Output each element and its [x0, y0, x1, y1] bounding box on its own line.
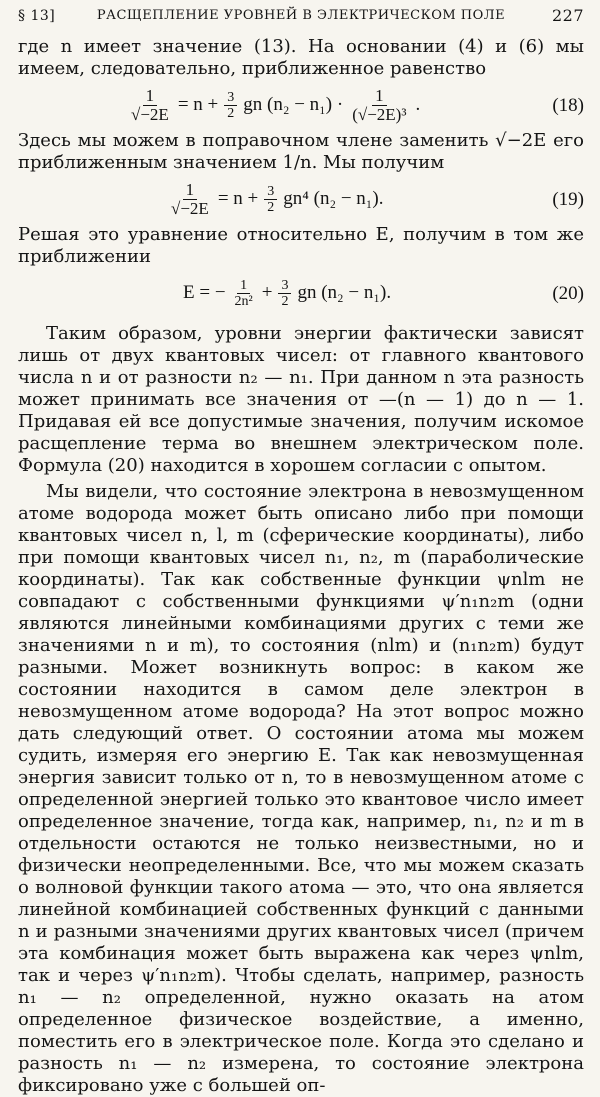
equation-20-label: (20): [552, 283, 584, 304]
eq18-lhs-den: √−2E: [131, 104, 169, 124]
equation-20-formula: [183, 273, 391, 313]
eq18-lhs-num: 1: [143, 87, 158, 106]
equation-19-label: (19): [552, 189, 584, 210]
eq19-coef: [264, 184, 277, 215]
eq18-rhs-num: 1: [372, 87, 387, 106]
eq20-lhs: E = −: [183, 282, 226, 303]
eq19-lhs-den: √−2E: [171, 198, 209, 218]
equation-20: [18, 273, 584, 313]
eq18-rhs-den: (√−2E)³: [352, 104, 407, 124]
paragraph-4: Таким образом, уровни энергии фактически зависят лишь от двух квантовых чисел: от главного квантового числа n и от разности n₂ — n₁. При данном n эта разность может принимать все значения от —(n — 1) до n — 1. Придавая ей все допустимые значения, получим искомое расщепление терма во внешнем электрическом поле. Формула (20) находится в хорошем согласии с опытом.: [18, 323, 584, 476]
eq19-lhs-num: 1: [183, 181, 198, 200]
eq18-coef-num: 3: [224, 90, 237, 106]
paragraph-3: Решая это уравнение относительно E, получим в том же приближении: [18, 224, 584, 267]
paragraph-1: где n имеет значение (13). На основании (4) и (6) мы имеем, следовательно, приближенное равенство: [18, 36, 584, 79]
equation-19: [18, 179, 584, 219]
equation-18-formula: [128, 85, 420, 125]
page-number: 227: [551, 6, 584, 25]
eq19-coef-den: 2: [267, 199, 275, 215]
page-body: [18, 36, 584, 1097]
eq19-lhs-fraction: [168, 181, 212, 218]
eq19-mid: = n +: [217, 188, 259, 209]
eq20-term: gn (n₂ − n₁).: [297, 282, 392, 303]
eq20-fraction: [232, 278, 256, 309]
eq20-coef-den: 2: [281, 293, 289, 309]
eq20-coef-num: 3: [278, 278, 291, 294]
eq18-coef: [224, 90, 237, 121]
running-header: [18, 6, 584, 30]
eq18-rhs-fraction: [349, 87, 409, 124]
chapter-title: РАСЩЕПЛЕНИЕ УРОВНЕЙ В ЭЛЕКТРИЧЕСКОМ ПОЛЕ: [96, 8, 506, 23]
eq20-coef: [278, 278, 291, 309]
section-marker: § 13]: [18, 8, 56, 24]
eq18-coef-den: 2: [227, 105, 235, 121]
eq18-tail: .: [415, 94, 421, 115]
eq20-frac-den: 2n²: [234, 293, 253, 309]
paragraph-2: Здесь мы можем в поправочном члене заменить √−2E его приближенным значением 1/n. Мы получим: [18, 130, 584, 173]
eq18-term: gn (n₂ − n₁) ·: [243, 94, 344, 115]
eq18-mid: = n +: [177, 94, 219, 115]
eq20-plus: +: [261, 282, 273, 303]
eq19-coef-num: 3: [264, 184, 277, 200]
equation-18: [18, 85, 584, 125]
equation-18-label: (18): [552, 95, 584, 116]
eq19-term: gn⁴ (n₂ − n₁).: [283, 188, 384, 209]
paragraph-5: Мы видели, что состояние электрона в невозмущенном атоме водорода может быть описано либо при помощи квантовых чисел n, l, m (сферические координаты), либо при помощи квантовых чисел n₁, n₂, m (параболические координаты). Так как собственные функции ψnlm не совпадают с собственными функциями ψ′n₁n₂m (одни являются линейными комбинациями других с теми же значениями n и m), то состояния (nlm) и (n₁n₂m) будут разными. Может возникнуть вопрос: в каком же состоянии находится в самом деле электрон в невозмущенном атоме водорода? На этот вопрос можно дать следующий ответ. О состоянии атома мы можем судить, измеряя его энергию E. Так как невозмущенная энергия зависит только от n, то в невозмущенном атоме с определенной энергией только это квантовое число имеет определенное значение, тогда как, например, n₁, n₂ и m в отдельности остаются не только неизвестными, но и физически неопределенными. Все, что мы можем сказать о волновой функции такого атома — это, что она является линейной комбинацией собственных функций с данными n и разными значениями других квантовых чисел (причем эта комбинация может быть выражена как через ψnlm, так и через ψ′n₁n₂m). Чтобы сделать, например, разность n₁ — n₂ определенной, нужно оказать на атом определенное физическое воздействие, а именно, поместить его в электрическое поле. Когда это сделано и разность n₁ — n₂ измерена, то состояние электрона фиксировано уже с большей оп-: [18, 481, 584, 1096]
eq20-frac-num: 1: [237, 278, 250, 294]
eq18-lhs-fraction: [128, 87, 172, 124]
equation-19-formula: [168, 179, 384, 219]
